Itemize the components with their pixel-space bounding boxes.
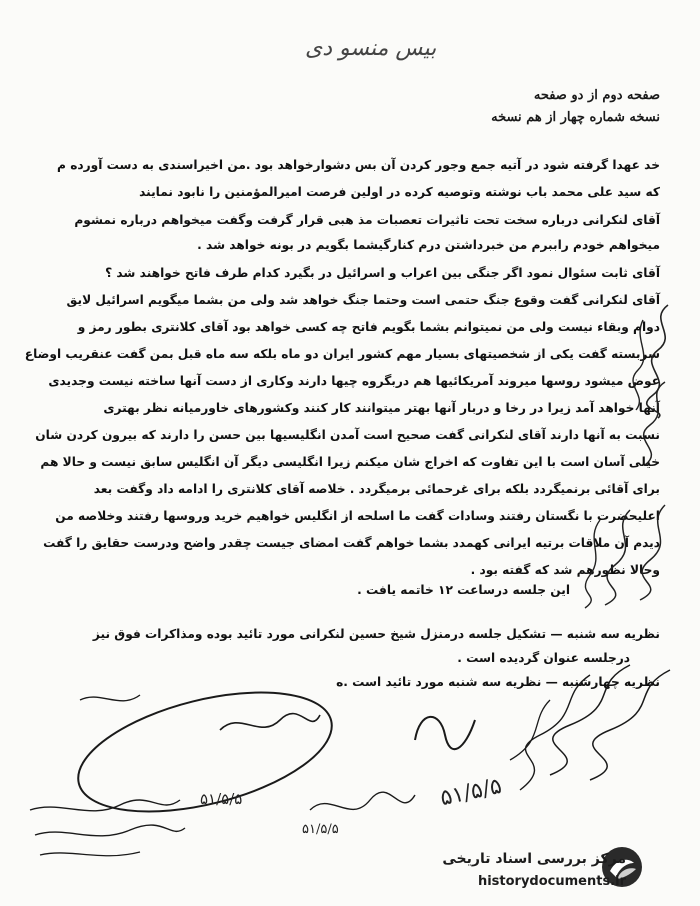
body-line: سربسته گفت یکی از شخصیتهای بسیار مهم کشور ایران دو ماه بلکه سه ماه قبل بمن گفت عنقریب اوضاع <box>24 347 660 361</box>
body-line: دوام وبقاء نیست ولی من نمیتوانم بشما بگویم فاتح چه کسی خواهد بود آقای کلانتری بطور رمز و <box>77 320 660 334</box>
body-line: نسبت به آنها دارند آقای لنکرانی گفت صحیح است آمدن انگلیسیها بین حسن را دارند که بیرون کردن شان <box>35 428 660 442</box>
body-line: خد عهدا گرفته شود در آتیه جمع وجور کردن آن بس دشوارخواهد بود .من اخیراسندی به دست آورده م <box>57 158 660 172</box>
archive-url: historydocuments.ir <box>477 874 626 889</box>
archive-name: مرکز بررسی اسناد تاریخی <box>442 851 626 867</box>
body-line: که سید علی محمد باب نوشته وتوصیه کرده در اولین فرصت امیرالمؤمنین را نابود نمایند <box>139 185 660 199</box>
body-line: آقای ثابت سئوال نمود اگر جنگی بین اعراب و اسرائیل در بگیرد کدام طرف فاتح خواهند شد ؟ <box>105 266 660 280</box>
body-line: برای آقائی برنمیگردد بلکه برای غرحمائی برمیگردد . خلاصه آقای کلانتری را ادامه داد وگفت بعد <box>93 482 660 496</box>
signature-bottom-right-2 <box>480 660 680 810</box>
top-handwritten-note: بیس منسو دی <box>305 36 437 61</box>
signature-bottom-left <box>20 790 190 870</box>
body-line: خیلی آسان است با این تفاوت که اخراج شان میکنم زیرا انگلیسی دیگر آن انگلیس سابق نیست و حالا هم <box>40 455 660 469</box>
date-annotation-mid: ۵۱/۵/۵ <box>302 822 339 837</box>
margin-handwriting-right-mid <box>625 380 685 470</box>
body-line: آنها خواهد آمد زیرا در رخا و دربار آنها بهتر میتوانند کار کنند وکشورهای خاورمیانه نظر بهتری <box>103 401 660 415</box>
signature-bottom-right-1 <box>405 700 485 760</box>
body-line: دیدم آن ملاقات برتیه ایرانی کهمدد بشما خواهم گفت امضای جیست چقدر واضح ودرست حقایق را گفت <box>43 536 660 550</box>
closing-line: این جلسه درساعت ۱۲ خاتمه یافت . <box>357 583 570 597</box>
body-line: میخواهم خودم راببرم من خبرداشتن درم کنارگیشما بگویم در بونه خواهد شد . <box>197 238 660 252</box>
date-annotation-left: ۵۱/۵/۵ <box>200 790 243 808</box>
page-number-line: صفحه دوم از دو صفحه <box>533 88 660 103</box>
commentary-line-3: نظریه چهارشنبه — نظریه سه شنبه مورد تائید است .ه <box>336 675 660 689</box>
date-annotation-right: ۵۱/۵/۵ <box>438 773 505 812</box>
commentary-line-1: نظریه سه شنبه — تشکیل جلسه درمنزل شیخ حسین لنکرانی مورد تائید بوده ومذاکرات فوق نیز <box>92 627 660 641</box>
body-line: اعلیحضرت با نگستان رفتند وسادات گفت ما اسلحه از انگلیس خواهیم خرید وروسها رفتند وخلاصه من <box>55 509 660 523</box>
body-line: آقای لنکرانی درباره سخت تحت تاثیرات تعصبات مذ هبی قرار گرفت وگفت میخواهم درباره نمشوم <box>74 213 660 227</box>
copy-number-line: نسخه شماره چهار از هم نسخه <box>491 110 660 125</box>
commentary-line-2: درجلسه عنوان گردیده است . <box>457 651 630 665</box>
body-line: عوض میشود روسها میروند آمریکائیها هم دربگروه چیها دارند وکاری از دست آنها ساخته نیست وجدیدی <box>48 374 660 388</box>
body-line: آقای لنکرانی گفت وقوع جنگ حتمی است وحتما جنگ خواهد شد ولی من بشما میگویم اسرائیل لایق <box>66 293 660 307</box>
margin-handwriting-right-lower <box>575 500 685 610</box>
body-line: وحالا نظورهم شد که گفته بود . <box>470 563 660 577</box>
